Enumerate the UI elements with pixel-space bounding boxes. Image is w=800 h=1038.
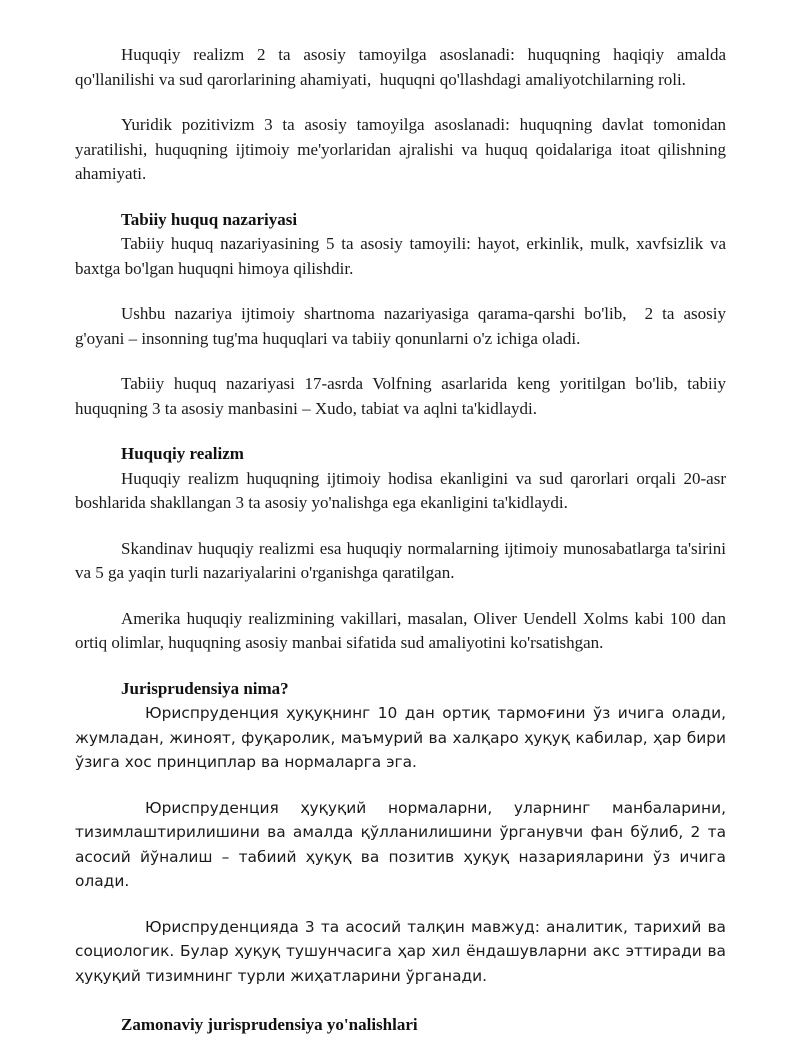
paragraph-jurisprudence-definition: Юриспруденция ҳуқуқий нормаларни, уларнинг манбаларини, тизимлаштирилишини ва амалда қўлланилишини ўрганувчи фан бўлиб, 2 та асосий йўналиш – табиий ҳуқуқ ва позитив ҳуқуқ назарияларини ўз ичига олади.	[75, 798, 726, 890]
paragraph-legal-positivism: Yuridik pozitivizm 3 ta asosiy tamoyilga asoslanadi: huquqning davlat tomonidan yaratilishi, huquqning ijtimoiy me'yorlaridan ajralishi va huquq qoidalariga itoat qilishning ahamiyati.	[75, 115, 726, 183]
paragraph-social-contract: Ushbu nazariya ijtimoiy shartnoma nazariyasiga qarama-qarshi bo'lib, 2 ta asosiy g'oyani – insonning tug'ma huquqlari va tabiiy qonunlarni o'z ichiga oladi.	[75, 304, 726, 348]
paragraph-scandinavian-realism: Skandinav huquqiy realizmi esa huquqiy normalarning ijtimoiy munosabatlarga ta'sirini va 5 ga yaqin turli nazariyalarini o'rganishga qaratilgan.	[75, 538, 726, 582]
heading-what-is-jurisprudence: Jurisprudensiya nima?	[121, 678, 289, 698]
paragraph-jurisprudence-interpretations: Юриспруденцияда 3 та асосий талқин мавжуд: аналитик, тарихий ва социологик. Булар ҳуқуқ тушунчасига ҳар хил ёндашувларни акс эттиради ва ҳуқуқий тизимнинг турли жиҳатларини ўрганади.	[75, 917, 726, 985]
paragraph-legal-realism-social: Huquqiy realizm huquqning ijtimoiy hodisa ekanligini va sud qarorlari orqali 20-asr boshlarida shakllangan 3 ta asosiy yo'nalishga ega ekanligini ta'kidlaydi.	[75, 468, 726, 512]
heading-modern-jurisprudence: Zamonaviy jurisprudensiya yo'nalishlari	[121, 1015, 418, 1034]
heading-natural-law-theory: Tabiiy huquq nazariyasi	[121, 209, 298, 229]
paragraph-legal-realism-principles: Huquqiy realizm 2 ta asosiy tamoyilga asoslanadi: huquqning haqiqiy amalda qo'llanilishi va sud qarorlarining ahamiyati, huquqni qo'llashdagi amaliyotchilarning roli.	[75, 45, 726, 89]
paragraph-jurisprudence-branches: Юриспруденция ҳуқуқнинг 10 дан ортиқ тармоғини ўз ичига олади, жумладан, жиноят, фуқаролик, маъмурий ва халқаро ҳуқуқ кабилар, ҳар бири ўзига хос принциплар ва нормаларга эга.	[75, 704, 726, 771]
heading-legal-realism: Huquqiy realizm	[121, 444, 244, 463]
paragraph-natural-law-sources: Tabiiy huquq nazariyasi 17-asrda Volfning asarlarida keng yoritilgan bo'lib, tabiiy huquqning 3 ta asosiy manbasini – Xudo, tabiat va aqlni ta'kidlaydi.	[75, 374, 726, 418]
paragraph-american-realism: Amerika huquqiy realizmining vakillari, masalan, Oliver Uendell Xolms kabi 100 dan ortiq olimlar, huquqning asosiy manbai sifatida sud amaliyotini ko'rsatishgan.	[75, 608, 726, 652]
paragraph-natural-law-principles: Tabiiy huquq nazariyasining 5 ta asosiy tamoyili: hayot, erkinlik, mulk, xavfsizlik va baxtga bo'lgan huquqni himoya qilishdir.	[75, 234, 726, 278]
document-page	[75, 43, 726, 1038]
